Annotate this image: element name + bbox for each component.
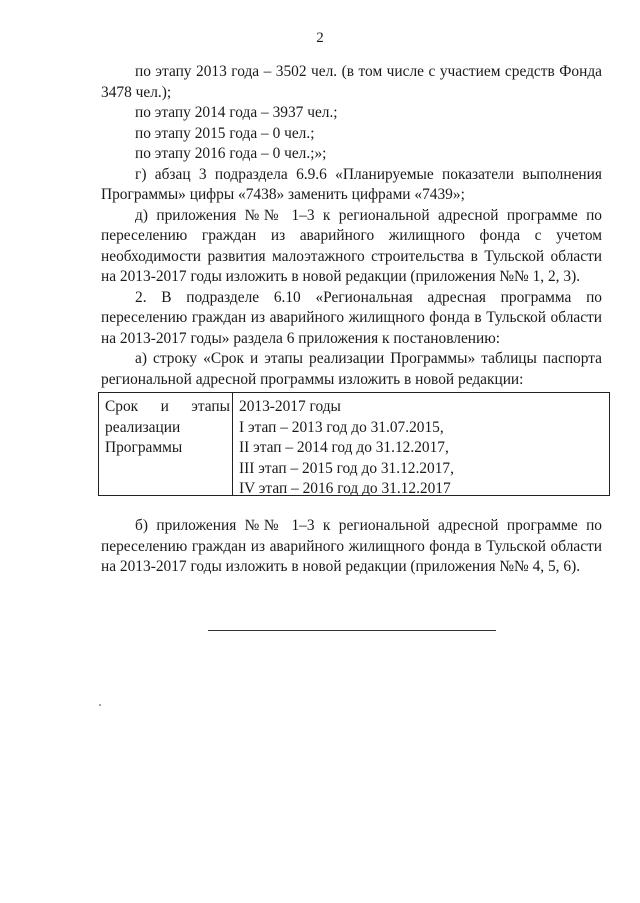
document-body-bottom — [101, 516, 602, 578]
table-label-line-2: реализации — [105, 418, 181, 436]
paragraph-stage-2013: по этапу 2013 года – 3502 чел. (в том числе с участием средств Фонда 3478 чел.); — [101, 63, 602, 101]
table-label-line-1 — [105, 397, 230, 418]
table-value-line: I этап – 2013 год до 31.07.2015, — [239, 418, 444, 436]
table-label-cell — [99, 393, 233, 495]
scan-speck — [99, 704, 101, 706]
table-value-line: II этап – 2014 год до 31.12.2017, — [239, 439, 449, 456]
document-body — [101, 62, 602, 390]
table-value-line: III этап – 2015 год до 31.12.2017, — [239, 459, 454, 477]
table-label-word: Срок — [105, 398, 139, 415]
table-label-word: и — [160, 398, 169, 415]
paragraph-item-d: д) приложения №№ 1–3 к региональной адресной программе по переселению граждан из аварийного жилищного фонда с учетом необходимости развития малоэтажного строительства в Тульской области на 2013-2017 годы изложить в новой редакции (приложения №№ 1, 2, 3). — [101, 206, 602, 285]
table-label-line-3: Программы — [105, 439, 183, 456]
paragraph-item-a: а) строку «Срок и этапы реализации Программы» таблицы паспорта региональной адресной программы изложить в новой редакции: — [101, 350, 602, 388]
page-number: 2 — [316, 30, 324, 46]
paragraph-point-2: 2. В подразделе 6.10 «Региональная адресная программа по переселению граждан из аварийного жилищного фонда в Тульской области на 2013-2017 годы» раздела 6 приложения к постановлению: — [101, 288, 602, 347]
paragraph-item-b: б) приложения №№ 1–3 к региональной адресной программе по переселению граждан из аварийного жилищного фонда в Тульской области на 2013-2017 годы изложить в новой редакции (приложения №№ 4, 5, 6). — [101, 517, 602, 575]
paragraph-stage-2016: по этапу 2016 года – 0 чел.;»; — [135, 145, 327, 162]
table-value-line: IV этап – 2016 год до 31.12.2017 — [239, 480, 451, 497]
table-label-word: этапы — [191, 398, 230, 415]
end-separator-line — [208, 630, 496, 631]
paragraph-stage-2014: по этапу 2014 года – 3937 чел.; — [135, 104, 338, 121]
passport-table — [98, 392, 610, 496]
paragraph-stage-2015: по этапу 2015 года – 0 чел.; — [135, 124, 315, 142]
table-value-cell — [233, 393, 609, 495]
table-value-line: 2013-2017 годы — [239, 398, 341, 415]
paragraph-item-g: г) абзац 3 подраздела 6.9.6 «Планируемые показатели выполнения Программы» цифры «7438» заменить цифрами «7439»; — [101, 165, 602, 203]
